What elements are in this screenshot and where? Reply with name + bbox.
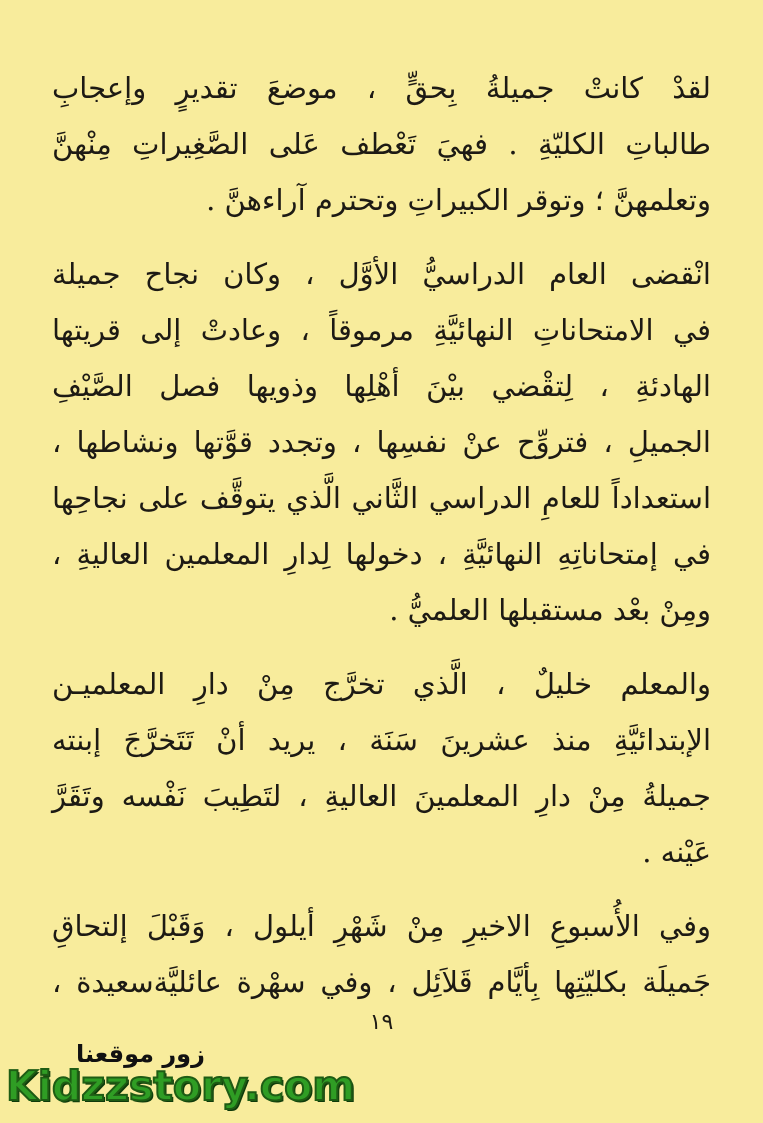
site-watermark[interactable]: Kidzzstory.com [6, 1062, 356, 1110]
paragraph-4 [52, 898, 711, 1010]
text-line: جميلةُ مِنْ دارِ المعلمينَ العاليةِ ، لتَطِيبَ نَفْسه وتَقَرَّ [52, 779, 711, 813]
paragraph-2 [52, 246, 711, 638]
text-line: في الامتحاناتِ النهائيَّةِ مرموقاً ، وعادتْ إلى قريتها [52, 313, 711, 347]
paragraph-3 [52, 656, 711, 880]
text-line: وتعلمهنَّ ؛ وتوقر الكبيراتِ وتحترم آراءهنَّ . [206, 183, 711, 217]
text-line: الهادئةِ ، لِتقْضي بيْنَ أهْلِها وذويها فصل الصَّيْفِ [52, 369, 711, 403]
text-line: الإبتدائيَّةِ منذ عشرينَ سَنَة ، يريد أنْ تَتَخرَّجَ إبنته [52, 723, 711, 757]
page-number: ١٩ [369, 1010, 394, 1035]
paragraph-1 [52, 60, 711, 228]
text-line: لقدْ كانتْ جميلةُ بِحقٍّ ، موضعَ تقديرٍ وإعجابِ [52, 71, 711, 105]
text-line: والمعلم خليلٌ ، الَّذي تخرَّج مِنْ دارِ المعلميـن [52, 667, 711, 701]
story-text [52, 60, 711, 1028]
text-line: في إمتحاناتِهِ النهائيَّةِ ، دخولها لِدارِ المعلمين العاليةِ ، [52, 537, 711, 571]
text-line: طالباتِ الكليّةِ . فهيَ تَعْطف عَلى الصَّغِيراتِ مِنْهنَّ [52, 127, 711, 161]
text-line: جَميلَة بكليّتِها بِأيَّام قَلاَئِل ، وفي سهْرة عائليَّةسعيدة ، [52, 965, 711, 999]
text-line: استعداداً للعامِ الدراسي الثَّاني الَّذي يتوقَّف على نجاحِها [52, 481, 711, 515]
text-line: الجميلِ ، فتروِّح عنْ نفسِها ، وتجدد قوَّتها ونشاطها ، [52, 425, 711, 459]
text-line: انْقضى العام الدراسيُّ الأوَّل ، وكان نجاح جميلة [52, 257, 711, 291]
text-line: ومِنْ بعْد مستقبلها العلميُّ . [389, 593, 711, 627]
text-line: وفي الأُسبوعِ الاخيرِ مِنْ شَهْرِ أيلول ، وَقَبْلَ إلتحاقِ [52, 909, 711, 943]
text-line: عَيْنه . [642, 835, 711, 869]
visit-site-text: زور موقعنا [76, 1040, 205, 1068]
